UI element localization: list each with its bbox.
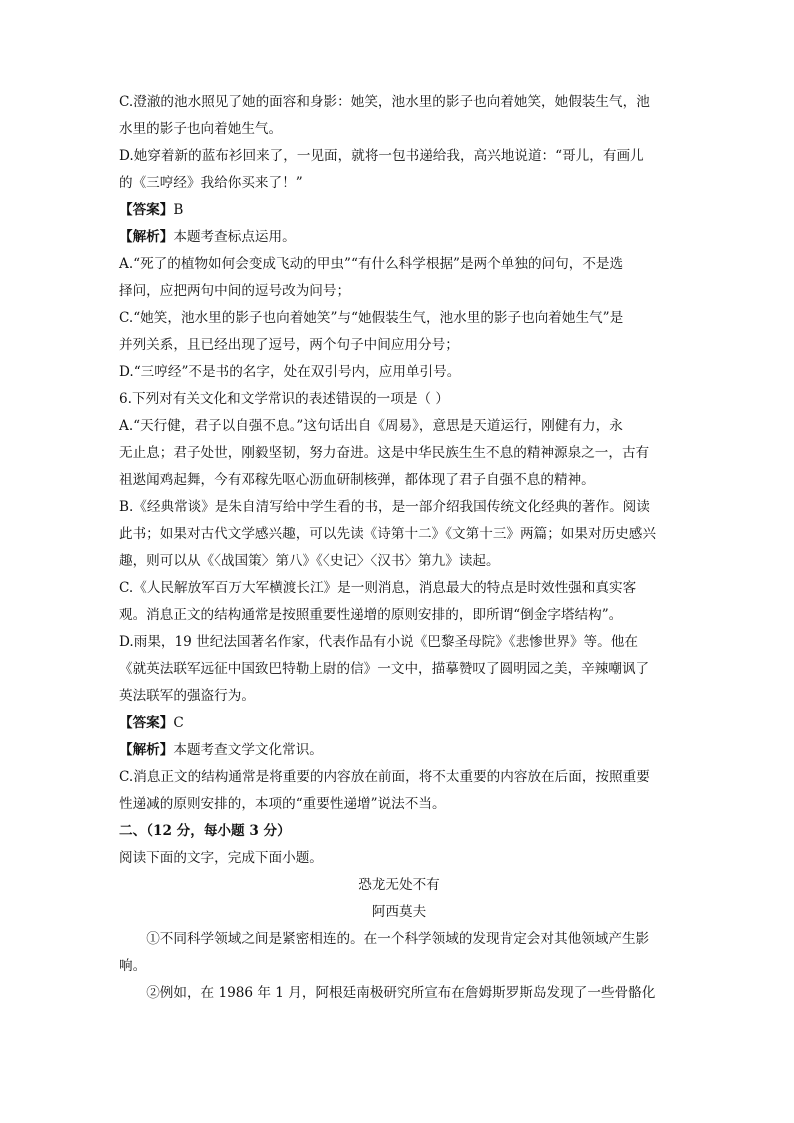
analysis-tag: 【解析】: [119, 229, 174, 245]
answer-1: [119, 197, 679, 224]
text-line: 观。消息正文的结构通常是按照重要性递增的原则安排的，即所谓“倒金字塔结构”。: [119, 607, 623, 623]
text-line: C.消息正文的结构通常是将重要的内容放在前面，将不太重要的内容放在后面，按照重要: [119, 769, 650, 785]
question-6-stem: 6.下列对有关文化和文学常识的表述错误的一项是（ ）: [119, 391, 449, 407]
text-line: A.“天行健，君子以自强不息。”这句话出自《周易》，意思是天道运行，刚健有力，永: [119, 418, 623, 434]
text-line: 性递减的原则安排的，本项的“重要性递增”说法不当。: [119, 796, 446, 812]
analysis-2-intro: [119, 737, 679, 764]
question-6-option-d: [119, 629, 679, 710]
article-author: 阿西莫夫: [371, 904, 427, 920]
analysis-2-body: [119, 764, 679, 818]
text-line: 趣，则可以从《〈战国策〉第八》《〈史记〉〈汉书〉第九》读起。: [119, 553, 500, 569]
text-line: 《就英法联军远征中国致巴特勒上尉的信》一文中，描摹赞叹了圆明园之美，辛辣嘲讽了: [119, 661, 650, 677]
text-line: 并列关系，且已经出现了逗号，两个句子中间应用分号；: [119, 337, 459, 353]
text-line: 水里的影子也向着她生气。: [119, 121, 283, 137]
option-c-previous: [119, 89, 679, 143]
analysis-tag: 【解析】: [119, 742, 174, 758]
text-line: D.“三哼经”不是书的名字，处在双引号内，应用单引号。: [119, 364, 461, 380]
text-line: 英法联军的强盗行为。: [119, 688, 255, 704]
section-2-heading: 二、（12 分，每小题 3 分）: [119, 823, 291, 839]
article-paragraph-1: [119, 926, 679, 980]
text-line: D.她穿着新的蓝布衫回来了，一见面，就将一包书递给我，高兴地说道：“哥儿，有画儿: [119, 148, 644, 164]
text-line: 择问，应把两句中间的逗号改为问号；: [119, 283, 351, 299]
article-title: 恐龙无处不有: [358, 877, 440, 893]
answer-value: C: [173, 715, 184, 731]
answer-tag: 【答案】: [119, 202, 174, 218]
text-line: 响。: [119, 958, 147, 974]
text-line: 此书；如果对古代文学感兴趣，可以先读《诗第十二》《文第十三》两篇；如果对历史感兴: [119, 526, 656, 542]
text-line: ②例如，在 1986 年 1 月，阿根廷南极研究所宣布在詹姆斯罗斯岛发现了一些骨骼化: [146, 985, 656, 1001]
document-page: [119, 89, 679, 1007]
text-line: ①不同科学领域之间是紧密相连的。在一个科学领域的发现肯定会对其他领域产生影: [146, 931, 650, 947]
text-line: C.“她笑，池水里的影子也向着她笑”与“她假装生气，池水里的影子也向着她生气”是: [119, 310, 624, 326]
analysis-intro: 本题考查文学文化常识。: [173, 742, 323, 758]
text-line: 祖逖闻鸡起舞，今有邓稼先呕心沥血研制核弹，都体现了君子自强不息的精神。: [119, 472, 595, 488]
analysis-intro: 本题考查标点运用。: [173, 229, 296, 245]
text-line: A.“死了的植物如何会变成飞动的甲虫”“有什么科学根据”是两个单独的问句，不是选: [119, 256, 624, 272]
answer-value: B: [173, 202, 184, 218]
section-2-instruction: 阅读下面的文字，完成下面小题。: [119, 850, 323, 866]
answer-2: [119, 710, 679, 737]
question-6-option-c: [119, 575, 679, 629]
question-6-option-a: [119, 413, 679, 494]
question-6-option-b: [119, 494, 679, 575]
answer-tag: 【答案】: [119, 715, 174, 731]
text-line: 无止息；君子处世，刚毅坚韧，努力奋进。这是中华民族生生不息的精神源泉之一，古有: [119, 445, 650, 461]
analysis-1-intro: [119, 224, 679, 251]
article-paragraph-2: [119, 980, 679, 1007]
text-line: C.澄澈的池水照见了她的面容和身影：她笑，池水里的影子也向着她笑，她假装生气，池: [119, 94, 650, 110]
text-line: 的《三哼经》我给你买来了！”: [119, 175, 303, 191]
analysis-1-body: [119, 251, 679, 386]
text-line: C.《人民解放军百万大军横渡长江》是一则消息，消息最大的特点是时效性强和真实客: [119, 580, 637, 596]
text-line: B.《经典常谈》是朱自清写给中学生看的书，是一部介绍我国传统文化经典的著作。阅读: [119, 499, 650, 515]
text-line: D.雨果，19 世纪法国著名作家，代表作品有小说《巴黎圣母院》《悲惨世界》等。他在: [119, 634, 638, 650]
option-d-previous: [119, 143, 679, 197]
